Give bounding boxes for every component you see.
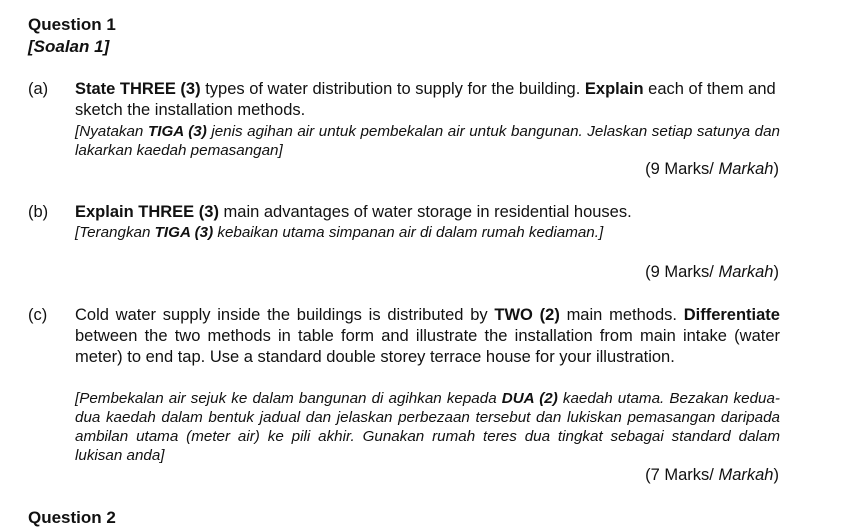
part-a-malay: [Nyatakan TIGA (3) jenis agihan air untuk pembekalan air untuk bangunan. Jelaskan setiap satunya dan lakarkan kaedah pemasangan]: [75, 123, 780, 159]
part-a-label: (a): [28, 80, 49, 98]
part-c-english: Cold water supply inside the buildings is distributed by TWO (2) main methods. Differentiate between the two methods in table form and illustrate the installation from main intake (water meter) to end tap. Use a standard double storey terrace house for your illustration.: [75, 306, 780, 366]
part-c-marks: (7 Marks/ Markah): [645, 466, 779, 484]
question-1-title: Question 1: [28, 15, 116, 34]
part-b-english: Explain THREE (3) main advantages of water storage in residential houses.: [75, 203, 632, 221]
part-b-malay: [Terangkan TIGA (3) kebaikan utama simpanan air di dalam rumah kediaman.]: [75, 224, 604, 241]
part-c-malay: [Pembekalan air sejuk ke dalam bangunan di agihkan kepada DUA (2) kaedah utama. Bezakan kedua-dua kaedah dalam bentuk jadual dan jelaskan perbezaan tersebut dan lukiskan pemasangan daripada ambilan utama (meter air) ke pili akhir. Gunakan rumah teres dua tingkat sebagai standard dalam lukisan anda]: [75, 390, 780, 464]
part-b-label: (b): [28, 203, 49, 221]
part-a-marks: (9 Marks/ Markah): [645, 160, 779, 178]
question-1-subtitle: [Soalan 1]: [28, 37, 110, 56]
part-b-marks: (9 Marks/ Markah): [645, 263, 779, 281]
part-c-label: (c): [28, 306, 48, 324]
part-a-english: State THREE (3) types of water distribution to supply for the building. Explain each of them and sketch the installation methods.: [75, 80, 776, 119]
question-2-title: Question 2: [28, 508, 116, 527]
